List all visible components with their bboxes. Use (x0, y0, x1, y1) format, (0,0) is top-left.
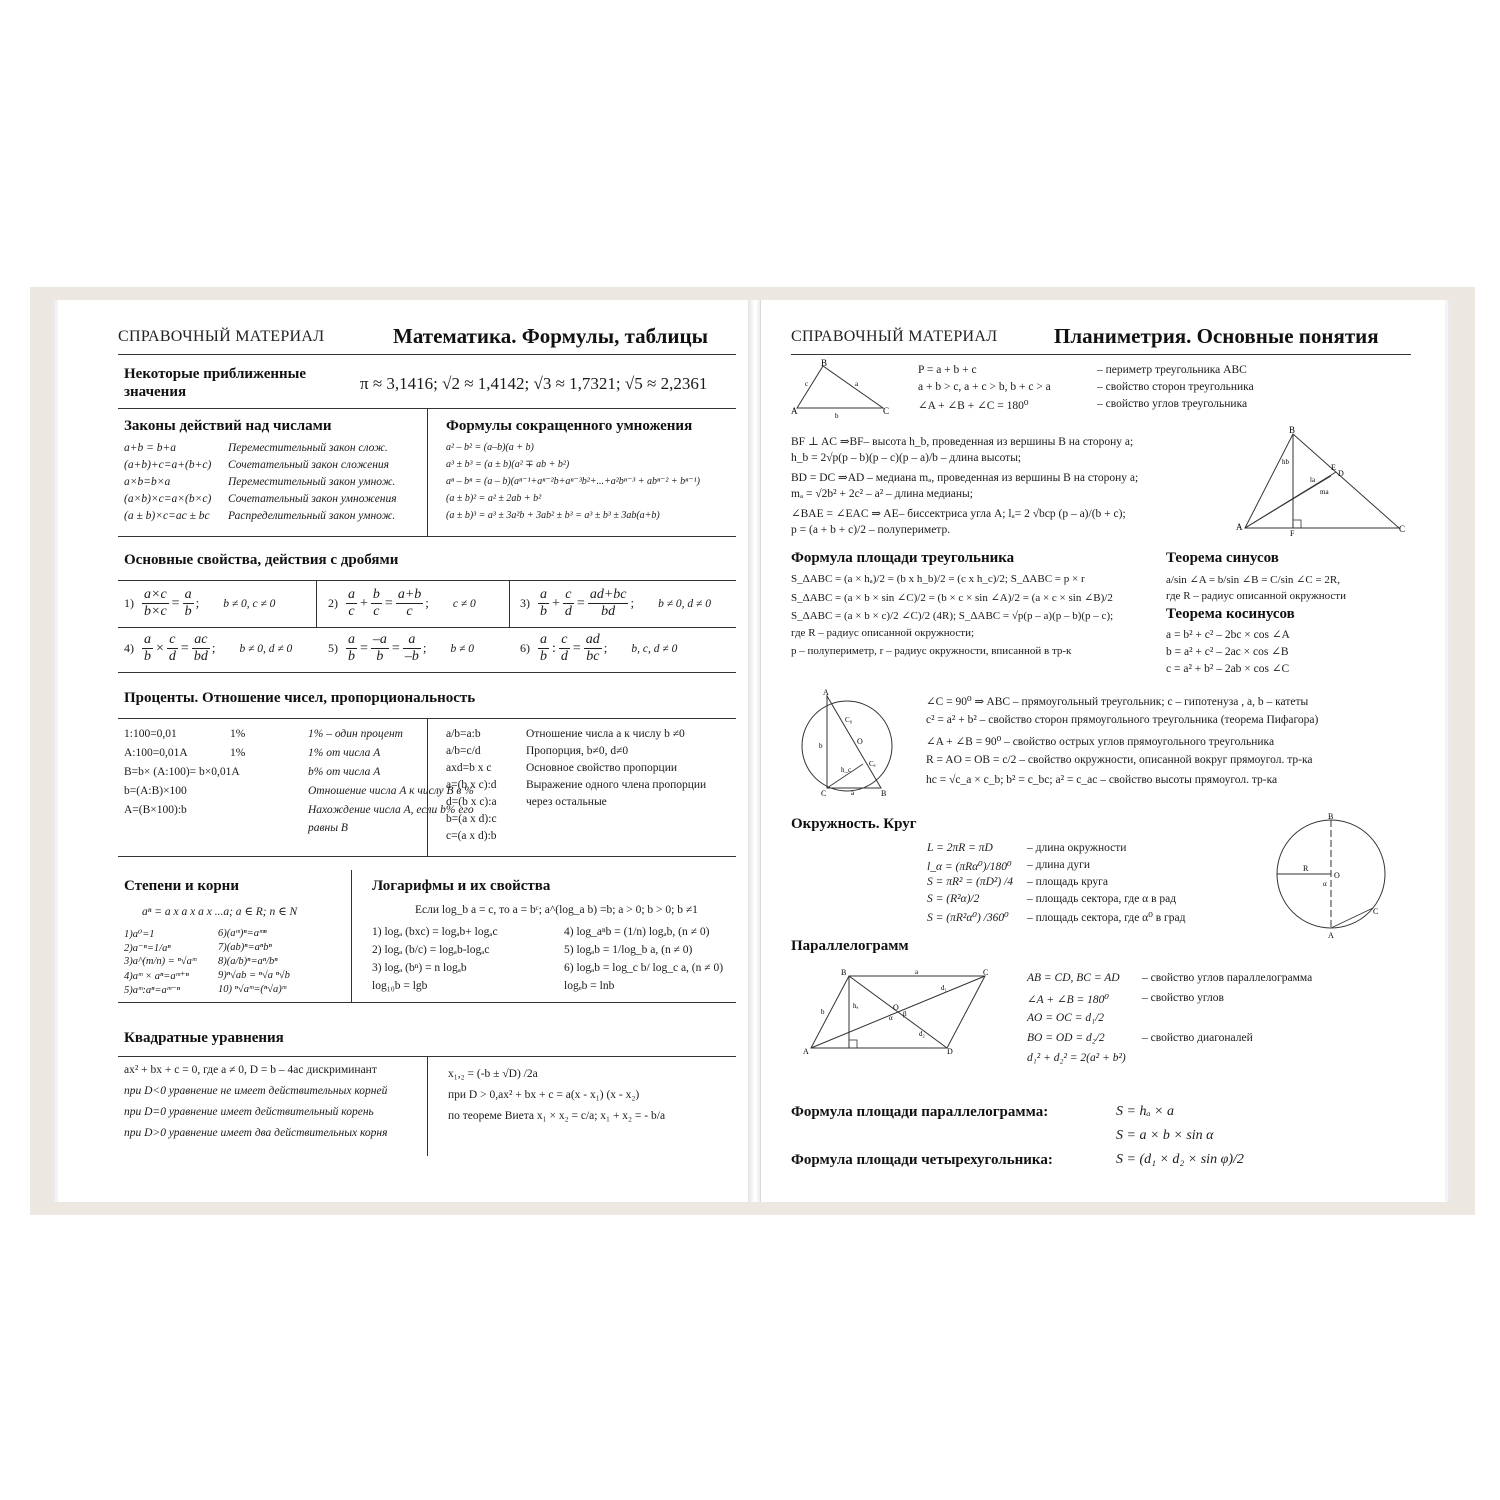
diag-label: D (1338, 469, 1344, 478)
quad-line: по теореме Виета x₁ × x₂ = c/a; x₁ + x₂ = - b/a (448, 1110, 666, 1122)
right-page (760, 300, 1445, 1202)
area-triangle-line: S_ΔABC = (a × b × sin ∠C)/2 = (b × c × sin ∠A)/2 = (a × c × sin ∠B)/2 (791, 592, 1113, 604)
circle-description: – длина дуги (1027, 859, 1090, 871)
diag-label: O (857, 737, 863, 746)
fraction-cell: 1) $\frac{a\times c}{b\times c}$ = $\frac{a}{b}$ ; b ≠ 0, c ≠ 0 (124, 587, 276, 619)
right-triangle-line: hc = √c_a × c_b; b² = c_bc; a² = c_ac – свойство высоты прямоугол. тр-ка (926, 774, 1278, 786)
diag-label: b (821, 1008, 825, 1016)
right-triangle-line: ∠A + ∠B = 90⁰ – свойство острых углов прямоугольного треугольника (926, 736, 1275, 748)
diag-label: C₀ (845, 716, 853, 724)
fraction-cell: 5) $\frac{a}{b}$ = $\frac{-a}{b}$ = $\frac{a}{-b}$ ; b ≠ 0 (328, 632, 474, 664)
diag-label: C (821, 789, 827, 798)
power-rule: 8)(a/b)ⁿ=aⁿ/bⁿ (218, 956, 278, 967)
area-quad-label: Формула площади четырехугольника: (791, 1152, 1053, 1168)
percent-title: Проценты. Отношение чисел, пропорциональность (124, 690, 476, 706)
law-formula: (a×b)×c=a×(b×c) (124, 493, 212, 505)
parallelogram-description: – свойство диагоналей (1142, 1032, 1253, 1044)
power-rule: 6)(aᵐ)ⁿ=aᵐⁿ (218, 928, 267, 939)
circle-description: – длина окружности (1027, 842, 1127, 854)
triangle-line: BF ⊥ AC ⇒BF– высота h_b, проведенная из вершины B на сторону a; (791, 436, 1134, 448)
diag-label: R (1303, 864, 1309, 873)
circle-formula: S = (R²α)/2 (927, 893, 980, 905)
proportion-formula: a/b=a:b (446, 728, 481, 740)
sines-title: Теорема синусов (1166, 550, 1279, 566)
proportion-formula: a=(b x c):d (446, 779, 497, 791)
diag-label: A (1236, 522, 1243, 532)
law-formula: (a ± b)×c=ac ± bc (124, 510, 210, 522)
percent-formula: A:100=0,01A (124, 747, 188, 759)
diag-label: C (983, 968, 989, 977)
sines-line: где R – радиус описанной окружности (1166, 590, 1347, 602)
triangle-line: BD = DC ⇒AD – медиана mₐ, проведенная из вершины B на сторону a; (791, 472, 1139, 484)
log-rule: log₁₀b = lgb (372, 980, 428, 992)
circle-sector-diagram (1273, 810, 1393, 940)
area-parallelogram-label: Формула площади параллелограмма: (791, 1104, 1049, 1120)
diag-label: E (1331, 463, 1336, 472)
circle-formula: L = 2πR = πD (927, 842, 993, 854)
approx-values: π ≈ 3,1416; √2 ≈ 1,4142; √3 ≈ 1,7321; √5 ≈ 2,2361 (360, 374, 708, 393)
quad-title: Квадратные уравнения (124, 1030, 284, 1046)
law-description: Сочетательный закон умножения (228, 493, 397, 505)
area-triangle-title: Формула площади треугольника (791, 550, 1015, 566)
area-triangle-line: где R – радиус описанной окружности; (791, 627, 975, 639)
diag-label: B (821, 358, 828, 368)
diag-label: α (1323, 880, 1327, 888)
log-rule: 4) log_aⁿb = (1/n) logₐb, (n ≠ 0) (564, 926, 710, 938)
diag-label: A (791, 406, 798, 416)
diag-label: h_c (841, 766, 852, 774)
powers-definition: aⁿ = a x a x a x ...a; a ∈ R; n ∈ N (142, 906, 298, 918)
power-rule: 4)aᵐ × aⁿ=aᵐ⁺ⁿ (124, 971, 189, 982)
law-description: Переместительный закон слож. (228, 442, 388, 454)
circle-formula: S = πR² = (πD²) /4 (927, 876, 1013, 888)
law-formula: (a+b)+c=a+(b+c) (124, 459, 212, 471)
diag-label: B (1328, 812, 1334, 821)
quad-line: ax² + bx + c = 0, где a ≠ 0, D = b – 4ac дискриминант (124, 1064, 377, 1076)
power-rule: 7)(ab)ⁿ=aⁿbⁿ (218, 942, 272, 953)
diag-label: hₐ (853, 1002, 859, 1010)
diag-label: C (883, 406, 890, 416)
diag-label: a (851, 789, 855, 797)
fraction-cell: 2) $\frac{a}{c}$ + $\frac{b}{c}$ = $\frac{a+b}{c}$ ; c ≠ 0 (328, 587, 476, 619)
triangle-description: – свойство углов треугольника (1097, 398, 1248, 410)
diag-label: d₂ (919, 1030, 925, 1038)
triangle-description: – периметр треугольника ABC (1097, 364, 1247, 376)
diag-label: b (835, 412, 839, 420)
proportion-formula: a/b=c/d (446, 745, 481, 757)
log-rule: 1) logₐ (bxc) = logₐb+ logₐc (372, 926, 498, 938)
fraction-cell: 6) $\frac{a}{b}$ : $\frac{c}{d}$ = $\frac{ad}{bc}$ ; b, c, d ≠ 0 (520, 632, 678, 664)
cosines-title: Теорема косинусов (1166, 606, 1295, 622)
diag-label: A (1328, 931, 1334, 940)
percent-description: Нахождение числа A, если b% его (308, 804, 474, 816)
left-page (58, 300, 751, 1202)
power-rule: 1)a⁰=1 (124, 929, 155, 940)
diag-label: D (947, 1047, 953, 1056)
area-parallelogram-f2: S = a × b × sin α (1116, 1128, 1214, 1143)
diag-label: Cₐ (869, 760, 876, 768)
percent-value: 1% (230, 747, 246, 759)
short-mult-formula: a³ ± b³ = (a ± b)(a² ∓ ab + b²) (446, 459, 570, 470)
proportion-description: Основное свойство пропорции (526, 762, 678, 774)
proportion-description: Пропорция, b≠0, d≠0 (526, 745, 629, 757)
area-triangle-line: S_ΔABC = (a × hₐ)/2 = (b x h_b)/2 = (c x h_c)/2; S_ΔABC = p × r (791, 573, 1085, 585)
law-description: Распределительный закон умнож. (228, 510, 396, 522)
cosines-line: b = a² + c² – 2ac × cos ∠B (1166, 646, 1289, 658)
diag-label: c (805, 380, 809, 388)
triangle-line: mₐ = √2b² + 2c² – a² – длина медианы; (791, 488, 973, 500)
diag-label: O (1334, 871, 1340, 880)
sines-line: a/sin ∠A = b/sin ∠B = C/sin ∠C = 2R, (1166, 574, 1341, 586)
quad-line: x₁,₂ = (-b ± √D) /2a (448, 1068, 538, 1080)
log-rule: 6) logₐb = log_c b/ log_c a, (n ≠ 0) (564, 962, 724, 974)
fractions-title: Основные свойства, действия с дробями (124, 552, 399, 568)
diag-label: α (889, 1014, 893, 1022)
triangle-formula: P = a + b + c (918, 364, 977, 376)
power-rule: 5)aᵐ:aⁿ=aᵐ⁻ⁿ (124, 985, 180, 996)
diag-label: B (1289, 425, 1296, 435)
area-quad-formula: S = (d₁ × d₂ × sin φ)/2 (1116, 1152, 1244, 1167)
parallelogram-title: Параллелограмм (791, 938, 909, 954)
circle-title: Окружность. Круг (791, 816, 917, 832)
approx-title: Некоторые приближенные (124, 366, 307, 382)
laws-title: Законы действий над числами (124, 418, 332, 434)
proportion-formula: d=(b x c):a (446, 796, 497, 808)
diag-label: a (915, 968, 919, 976)
log-rule: logₑb = lnb (564, 980, 615, 992)
header-small-right: СПРАВОЧНЫЙ МАТЕРИАЛ (791, 328, 998, 345)
quad-line: при D<0 уравнение не имеет действительных корней (124, 1085, 388, 1097)
parallelogram-diagram (801, 964, 991, 1056)
percent-value: 1% (230, 728, 246, 740)
logs-definition: Если log_b a = c, то a = bᶜ; a^(log_a b) =b; a > 0; b > 0; b ≠1 (415, 904, 698, 916)
percent-description: b% от числа A (308, 766, 381, 778)
power-rule: 10) ⁿ√aᵐ=(ⁿ√a)ᵐ (218, 984, 287, 995)
triangle-formula: ∠A + ∠B + ∠C = 180⁰ (918, 400, 1029, 412)
proportion-formula: b=(a x d):c (446, 813, 497, 825)
circle-description: – площадь круга (1027, 876, 1108, 888)
percent-formula: 1:100=0,01 (124, 728, 177, 740)
law-formula: a×b=b×a (124, 476, 171, 488)
diag-label: la (1310, 476, 1316, 484)
percent-description: 1% от числа A (308, 747, 381, 759)
short-mult-title: Формулы сокращенного умножения (446, 418, 693, 434)
proportion-description: Отношение числа a к числу b ≠0 (526, 728, 685, 740)
law-description: Переместительный закон умнож. (228, 476, 396, 488)
header-small: СПРАВОЧНЫЙ МАТЕРИАЛ (118, 328, 325, 345)
short-mult-formula: aⁿ – bⁿ = (a – b)(aⁿ⁻¹+aⁿ⁻²b+aⁿ⁻³b²+...+a²bⁿ⁻³ + abⁿ⁻² + bⁿ⁻¹) (446, 476, 700, 487)
percent-formula: A=(B×100):b (124, 804, 187, 816)
logs-title: Логарифмы и их свойства (372, 878, 551, 894)
approx-title-line2: значения (124, 384, 187, 400)
right-triangle-line: R = AO = OB = c/2 – свойство окружности, описанной вокруг прямоугол. тр-ка (926, 754, 1313, 766)
proportion-description: Выражение одного члена пропорции (526, 779, 707, 791)
fraction-cell: 3) $\frac{a}{b}$ + $\frac{c}{d}$ = $\frac{ad+bc}{bd}$ ; b ≠ 0, d ≠ 0 (520, 587, 711, 619)
diag-label: C (1399, 524, 1406, 534)
cosines-line: c = a² + b² – 2ab × cos ∠C (1166, 663, 1290, 675)
area-triangle-line: p – полупериметр, r – радиус окружности, вписанной в тр-к (791, 645, 1072, 657)
parallelogram-formula: BO = OD = d₂/2 (1027, 1032, 1105, 1044)
circle-formula: S = (πR²α⁰) /360⁰ (927, 912, 1009, 924)
diag-label: F (1290, 529, 1295, 536)
log-rule: 2) logₐ (b/c) = logₐb-logₐc (372, 944, 490, 956)
triangle-line: ∠BAE = ∠EAC ⇒ AE– биссектриса угла A; lₐ= 2 √bcp (p – a)/(b + c); (791, 508, 1126, 520)
percent-description: Отношение числа A к числу B в % (308, 785, 474, 797)
diag-label: B (881, 789, 887, 798)
proportion-description: через остальные (526, 796, 607, 808)
percent-description: равны B (308, 822, 348, 834)
percent-description: 1% – один процент (308, 728, 403, 740)
parallelogram-description: – свойство углов параллелограмма (1142, 972, 1313, 984)
short-mult-formula: a² – b² = (a–b)(a + b) (446, 442, 534, 453)
area-parallelogram-f1: S = hₐ × a (1116, 1104, 1174, 1119)
diag-label: hb (1282, 458, 1289, 466)
diag-label: A (823, 688, 829, 697)
circle-description: – площадь сектора, где α в рад (1027, 893, 1177, 905)
diag-label: B (841, 968, 847, 977)
log-rule: 3) logₐ (bⁿ) = n logₐb (372, 962, 467, 974)
page-title: Математика. Формулы, таблицы (393, 324, 709, 348)
short-mult-formula: (a ± b)² = a² ± 2ab + b² (446, 493, 542, 504)
circle-formula: l_α = (πRα⁰)/180⁰ (927, 861, 1012, 873)
log-rule: 5) logₐb = 1/log_b a, (n ≠ 0) (564, 944, 693, 956)
right-triangle-circle-diagram (797, 686, 897, 798)
short-mult-formula: (a ± b)³ = a³ ± 3a²b + 3ab² ± b³ = a³ ± b³ ± 3ab(a+b) (446, 510, 660, 521)
diag-label: A (803, 1047, 809, 1056)
diag-label: O (893, 1003, 899, 1012)
parallelogram-formula: AO = OC = d₁/2 (1027, 1012, 1105, 1024)
diag-label: β (903, 1010, 907, 1018)
area-triangle-line: S_ΔABC = (a × b × c)/2 ∠C)/2 (4R); S_ΔABC = √p(p – a)(p – b)(p – c); (791, 610, 1114, 622)
right-triangle-line: ∠C = 90⁰ ⇒ ABC – прямоугольный треугольник; c – гипотенуза , a, b – катеты (926, 696, 1309, 708)
parallelogram-description: – свойство углов (1142, 992, 1224, 1004)
diag-label: d₁ (941, 984, 947, 992)
parallelogram-formula: d₁² + d₂² = 2(a² + b²) (1027, 1052, 1126, 1064)
power-rule: 3)a^(m/n) = ⁿ√aᵐ (124, 956, 197, 967)
proportion-formula: c=(a x d):b (446, 830, 497, 842)
triangle-line: h_b = 2√p(p – b)(p – c)(p – a)/b – длина высоты; (791, 452, 1022, 464)
law-formula: a+b = b+a (124, 442, 177, 454)
cosines-line: a = b² + c² – 2bc × cos ∠A (1166, 629, 1290, 641)
powers-title: Степени и корни (124, 878, 239, 894)
circle-description: – площадь сектора, где α⁰ в град (1027, 912, 1186, 924)
fraction-cell: 4) $\frac{a}{b}$ × $\frac{c}{d}$ = $\frac{ac}{bd}$ ; b ≠ 0, d ≠ 0 (124, 632, 293, 664)
diag-label: ma (1320, 488, 1329, 496)
triangle-formula: a + b > c, a + c > b, b + c > a (918, 381, 1051, 393)
law-description: Сочетательный закон сложения (228, 459, 390, 471)
parallelogram-formula: ∠A + ∠B = 180⁰ (1027, 994, 1109, 1006)
triangle-description: – свойство сторон треугольника (1097, 381, 1254, 393)
triangle-line: p = (a + b + c)/2 – полупериметр. (791, 524, 951, 536)
diag-label: a (855, 380, 859, 388)
quad-line: при D=0 уравнение имеет действительный корень (124, 1106, 374, 1118)
triangle-heights-diagram (1233, 424, 1408, 536)
page-title-right: Планиметрия. Основные понятия (1054, 324, 1379, 348)
proportion-formula: axd=b x c (446, 762, 492, 774)
quad-line: при D > 0,ax² + bx + c = a(x - x₁) (x - x₂) (448, 1089, 640, 1101)
diag-label: b (819, 742, 823, 750)
quad-line: при D>0 уравнение имеет два действительных корня (124, 1127, 388, 1139)
triangle-abc-diagram (791, 358, 896, 420)
percent-formula: b=(A:B)×100 (124, 785, 187, 797)
percent-formula: B=b× (A:100)= b×0,01A (124, 766, 240, 778)
power-rule: 9)ⁿ√ab = ⁿ√a ⁿ√b (218, 970, 290, 981)
diag-label: C (1373, 907, 1379, 916)
parallelogram-formula: AB = CD, BC = AD (1027, 972, 1120, 984)
right-triangle-line: c² = a² + b² – свойство сторон прямоугольного треугольника (теорема Пифагора) (926, 714, 1319, 726)
power-rule: 2)a⁻ⁿ=1/aⁿ (124, 943, 171, 954)
